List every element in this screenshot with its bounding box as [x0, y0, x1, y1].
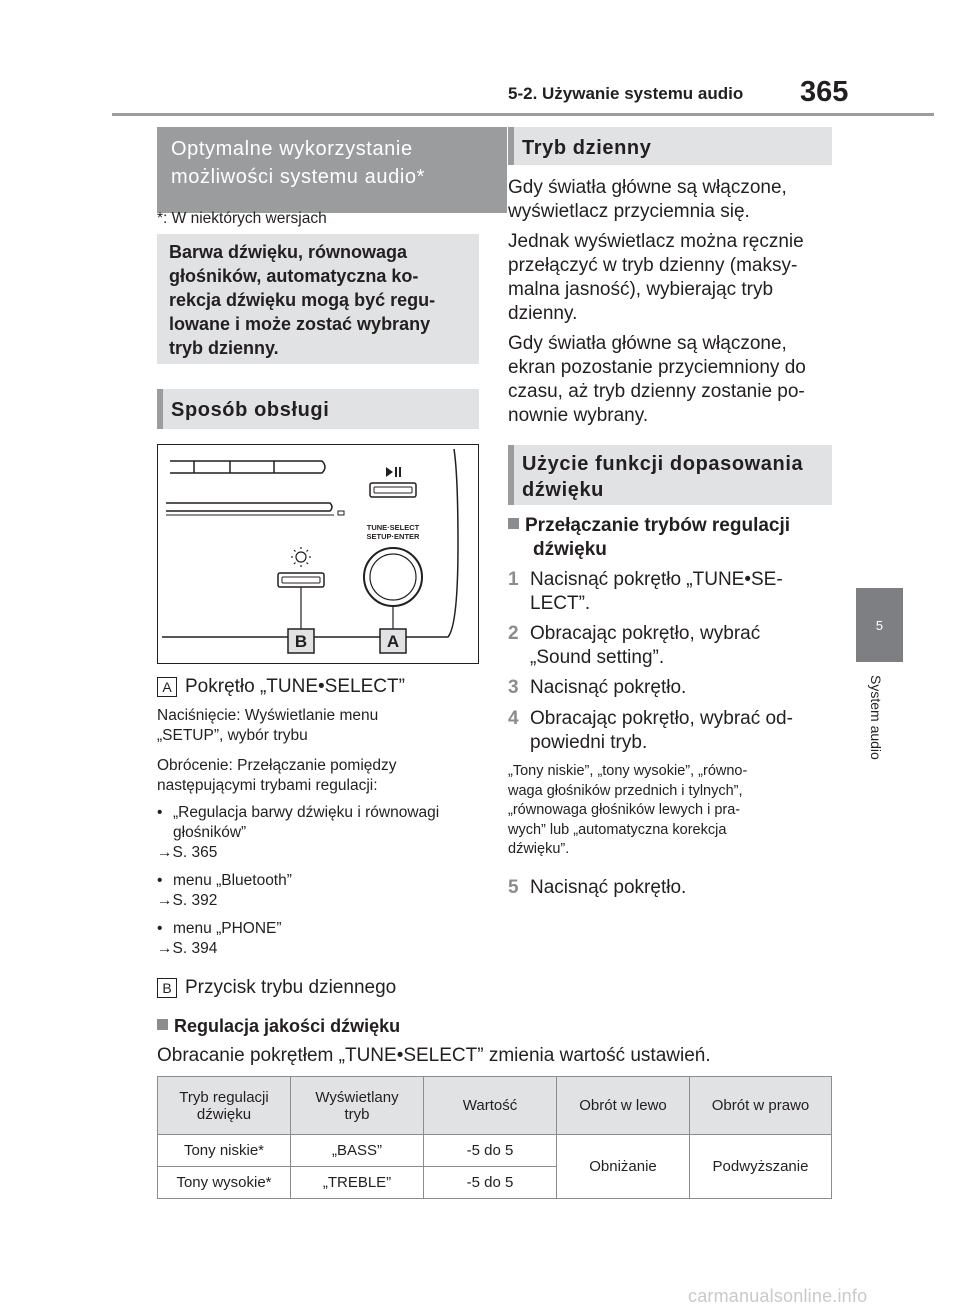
step-5 [508, 876, 686, 900]
heading-text: dźwięku [533, 539, 607, 560]
knob-label-line1: TUNE·SELECT [366, 523, 420, 532]
quality-text: Obracanie pokrętłem „TUNE•SELECT” zmienia wartość ustawień. [157, 1045, 711, 1066]
marker-b: B [157, 978, 177, 998]
bullet-text: „Regulacja barwy dźwięku i równowagi [173, 804, 440, 821]
display-edge [166, 503, 332, 511]
callout-a: A [386, 632, 400, 651]
step-text: Obracając pokrętło, wybrać [530, 623, 761, 644]
step-1 [508, 568, 783, 616]
summary-line: głośników, automatyczna ko- [169, 266, 419, 286]
section-title: 5-2. Używanie systemu audio [508, 84, 744, 103]
table-cell: -5 do 5 [424, 1135, 557, 1167]
table-cell: „BASS” [291, 1135, 424, 1167]
table-cell: -5 do 5 [424, 1167, 557, 1199]
summary-line: tryb dzienny. [169, 338, 279, 358]
heading-marker [508, 445, 514, 505]
chapter-tab [856, 588, 903, 662]
heading-text: Sposób obsługi [171, 399, 330, 421]
heading-line: możliwości systemu audio* [171, 166, 425, 188]
bullet-text: menu „PHONE” [173, 920, 282, 937]
heading-line: dźwięku [522, 479, 604, 501]
table-cell: Podwyższanie [690, 1135, 832, 1199]
step-number: 4 [508, 708, 519, 729]
modes-note [508, 762, 747, 860]
text-line: wych” lub „automatyczna korekcja [508, 821, 727, 838]
day-paragraph-1 [508, 176, 787, 224]
play-pause-button [370, 483, 416, 497]
header-divider [112, 113, 934, 116]
text-line: przełączyć w tryb dzienny (maksy- [508, 255, 798, 276]
heading-text: Przełączanie trybów regulacji [525, 515, 791, 536]
mode-list [157, 803, 479, 959]
marker-a: A [157, 677, 177, 697]
list-item: • menu „Bluetooth” →S. 392 [157, 871, 479, 911]
heading-line: Użycie funkcji dopasowania [522, 453, 804, 475]
page-reference[interactable]: →S. 394 [157, 940, 218, 957]
header-cell: Obrót w lewo [557, 1077, 690, 1135]
panel-frame [162, 449, 458, 637]
step-number: 3 [508, 677, 519, 698]
square-bullet-icon [508, 518, 519, 529]
square-bullet-icon [157, 1019, 168, 1030]
subheading-day-mode [508, 127, 832, 165]
text-line: Gdy światła główne są włączone, [508, 177, 787, 198]
text-line: dzienny. [508, 303, 578, 324]
text-line: wyświetlacz przyciemnia się. [508, 201, 750, 222]
summary-line: lowane i może zostać wybrany [169, 314, 431, 334]
text-line: malna jasność), wybierając tryb [508, 279, 774, 300]
subheading-sound-matching [508, 445, 832, 505]
panel-illustration [158, 445, 479, 664]
text-line: dźwięku”. [508, 841, 570, 857]
callout-b: B [294, 632, 308, 651]
table-header-row [158, 1077, 832, 1135]
step-number: 2 [508, 623, 519, 644]
step-number: 5 [508, 877, 519, 898]
table-row [158, 1135, 832, 1167]
chapter-number: 5 [875, 617, 884, 633]
item-a-turn [157, 756, 397, 796]
summary-box [157, 234, 479, 364]
text-line: waga głośników przednich i tylnych”, [508, 782, 743, 799]
chapter-label: System audio [868, 675, 884, 760]
play-icon [386, 467, 393, 477]
sound-settings-table [157, 1076, 832, 1199]
day-mode-button [278, 573, 324, 587]
item-a-text: Pokrętło „TUNE•SELECT” [185, 676, 405, 697]
header-cell: Wartość [424, 1077, 557, 1135]
text-line: Jednak wyświetlacz można ręcznie [508, 231, 804, 252]
step-number: 1 [508, 569, 519, 590]
text-line: „Tony niskie”, „tony wysokie”, „równo- [508, 763, 748, 779]
item-a-title [157, 675, 405, 699]
footnote: *: W niektórych wersjach [157, 210, 327, 227]
subheading-operation [157, 389, 479, 429]
text-line: następującymi trybami regulacji: [157, 777, 378, 794]
step-text: Nacisnąć pokrętło „TUNE•SE- [530, 569, 783, 590]
day-paragraph-2 [508, 230, 804, 326]
table-cell: Tony wysokie* [158, 1167, 291, 1199]
knob-label-line2: SETUP·ENTER [366, 532, 420, 541]
text-line: Gdy światła główne są włączone, [508, 333, 787, 354]
step-text: Obracając pokrętło, wybrać od- [530, 708, 793, 729]
page-number: 365 [800, 76, 849, 108]
heading-marker [508, 127, 514, 165]
quality-heading [157, 1016, 400, 1037]
item-b-title [157, 976, 396, 1000]
item-a-press [157, 706, 378, 746]
header-cell: Wyświetlany tryb [291, 1077, 424, 1135]
summary-line: rekcja dźwięku mogą być regu- [169, 290, 436, 310]
heading-marker [157, 389, 163, 429]
table-cell: Obniżanie [557, 1135, 690, 1199]
table-cell: „TREBLE” [291, 1167, 424, 1199]
list-item: • „Regulacja barwy dźwięku i równowagi głośników” →S. 365 [157, 803, 479, 863]
text-line: Obrócenie: Przełączanie pomiędzy [157, 757, 397, 774]
section-heading-optimal-use [157, 127, 507, 213]
text-line: „SETUP”, wybór trybu [157, 727, 308, 744]
text-line: czasu, aż tryb dzienny zostanie po- [508, 381, 805, 402]
step-text: Nacisnąć pokrętło. [530, 677, 687, 698]
heading-text: Tryb dzienny [522, 137, 652, 159]
bullet-text: menu „Bluetooth” [173, 872, 292, 889]
tune-select-knob [364, 548, 422, 606]
step-4 [508, 707, 793, 755]
day-paragraph-3 [508, 332, 806, 428]
step-text: LECT”. [530, 593, 591, 614]
watermark: carmanualsonline.info [688, 1286, 868, 1306]
list-item: • menu „PHONE” →S. 394 [157, 919, 479, 959]
step-text: „Sound setting”. [530, 647, 665, 668]
sub-heading-mode-switch [508, 514, 790, 562]
sun-icon [296, 552, 306, 562]
page-reference[interactable]: →S. 365 [157, 844, 218, 861]
step-text: powiedni tryb. [530, 732, 648, 753]
item-b-text: Przycisk trybu dziennego [185, 977, 397, 998]
heading-text: Regulacja jakości dźwięku [174, 1016, 401, 1036]
heading-line: Optymalne wykorzystanie [171, 138, 413, 160]
page-reference[interactable]: →S. 392 [157, 892, 218, 909]
header-cell: Tryb regulacji dźwięku [158, 1077, 291, 1135]
step-3 [508, 676, 686, 700]
text-line: Naciśnięcie: Wyświetlanie menu [157, 707, 379, 724]
step-text: Nacisnąć pokrętło. [530, 877, 687, 898]
bullet-text: głośników” [173, 824, 247, 841]
text-line: „równowaga głośników lewych i pra- [508, 802, 741, 818]
audio-panel-diagram [157, 444, 479, 664]
text-line: nownie wybrany. [508, 405, 649, 426]
summary-line: Barwa dźwięku, równowaga [169, 242, 408, 262]
header-cell: Obrót w prawo [690, 1077, 832, 1135]
text-line: ekran pozostanie przyciemniony do [508, 357, 806, 378]
table-cell: Tony niskie* [158, 1135, 291, 1167]
step-2 [508, 622, 760, 670]
